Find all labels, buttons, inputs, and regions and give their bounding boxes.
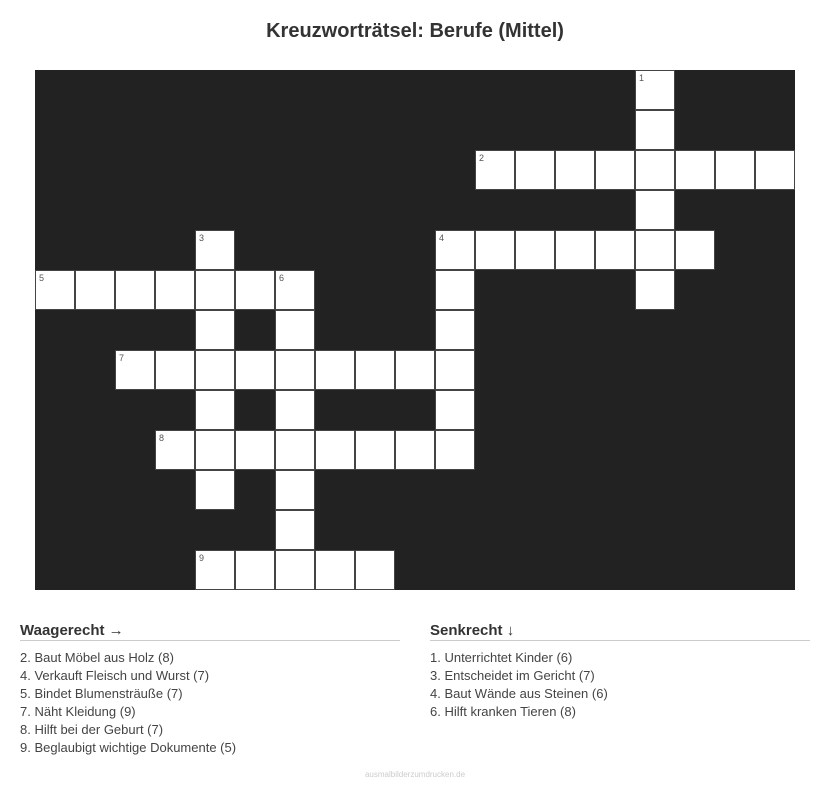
across-clue: 9. Beglaubigt wichtige Dokumente (5) <box>20 740 237 755</box>
grid-cell[interactable] <box>515 150 555 190</box>
grid-cell[interactable] <box>555 230 595 270</box>
grid-cell[interactable] <box>195 550 235 590</box>
across-clue: 2. Baut Möbel aus Holz (8) <box>20 650 174 665</box>
clue-number: 4 <box>439 233 445 243</box>
grid-cell[interactable] <box>435 230 475 270</box>
grid-cell[interactable] <box>315 350 355 390</box>
grid-cell[interactable] <box>475 230 515 270</box>
across-clue: 8. Hilft bei der Geburt (7) <box>20 722 164 737</box>
grid-cell[interactable] <box>555 150 595 190</box>
grid-cell[interactable] <box>675 230 715 270</box>
grid-cell[interactable] <box>195 470 235 510</box>
clue-number: 3 <box>199 233 205 243</box>
grid-cell[interactable] <box>275 390 315 430</box>
grid-cell[interactable] <box>235 270 275 310</box>
grid-cell[interactable] <box>115 350 155 390</box>
grid-cell[interactable] <box>635 150 675 190</box>
clue-number: 9 <box>199 553 205 563</box>
down-clue: 1. Unterrichtet Kinder (6) <box>430 650 573 665</box>
grid-cell[interactable] <box>275 270 315 310</box>
grid-cell[interactable] <box>395 430 435 470</box>
grid-cell[interactable] <box>155 270 195 310</box>
grid-cell[interactable] <box>195 390 235 430</box>
grid-cell[interactable] <box>275 350 315 390</box>
clue-number: 2 <box>479 153 485 163</box>
clue-number: 7 <box>119 353 125 363</box>
grid-cell[interactable] <box>195 350 235 390</box>
down-clue-list <box>430 649 810 721</box>
across-heading: Waagerecht → <box>20 622 400 641</box>
across-clue-list <box>20 649 400 757</box>
grid-cell[interactable] <box>355 550 395 590</box>
grid-cell[interactable] <box>435 390 475 430</box>
grid-cell[interactable] <box>635 230 675 270</box>
grid-cell[interactable] <box>275 550 315 590</box>
across-clue: 4. Verkauft Fleisch und Wurst (7) <box>20 668 210 683</box>
grid-cell[interactable] <box>635 70 675 110</box>
grid-cell[interactable] <box>275 470 315 510</box>
grid-cell[interactable] <box>395 350 435 390</box>
grid-cell[interactable] <box>155 430 195 470</box>
grid-cell[interactable] <box>195 270 235 310</box>
grid-cell[interactable] <box>435 430 475 470</box>
grid-cell[interactable] <box>635 270 675 310</box>
grid-cell[interactable] <box>195 430 235 470</box>
down-clues-panel <box>430 622 810 721</box>
grid-cell[interactable] <box>475 150 515 190</box>
grid-cell[interactable] <box>675 150 715 190</box>
grid-cell[interactable] <box>235 350 275 390</box>
down-heading: Senkrecht ↓ <box>430 622 810 641</box>
grid-cell[interactable] <box>595 150 635 190</box>
grid-cell[interactable] <box>35 270 75 310</box>
grid-cell[interactable] <box>195 310 235 350</box>
grid-cell[interactable] <box>435 270 475 310</box>
page-title: Kreuzworträtsel: Berufe (Mittel) <box>266 20 564 42</box>
grid-cell[interactable] <box>195 230 235 270</box>
clue-number: 8 <box>159 433 165 443</box>
grid-cell[interactable] <box>435 310 475 350</box>
grid-cell[interactable] <box>235 430 275 470</box>
grid-cell[interactable] <box>315 430 355 470</box>
grid-cell[interactable] <box>635 110 675 150</box>
across-clue: 7. Näht Kleidung (9) <box>20 704 136 719</box>
grid-cell[interactable] <box>595 230 635 270</box>
grid-cell[interactable] <box>355 350 395 390</box>
down-clue: 4. Baut Wände aus Steinen (6) <box>430 686 608 701</box>
grid-cell[interactable] <box>115 270 155 310</box>
grid-cell[interactable] <box>75 270 115 310</box>
down-clue: 3. Entscheidet im Gericht (7) <box>430 668 595 683</box>
across-clue: 5. Bindet Blumensträuße (7) <box>20 686 183 701</box>
grid-cell[interactable] <box>315 550 355 590</box>
grid-cell[interactable] <box>235 550 275 590</box>
clue-number: 1 <box>639 73 645 83</box>
clue-number: 6 <box>279 273 285 283</box>
grid-cell[interactable] <box>755 150 795 190</box>
grid-cell[interactable] <box>435 350 475 390</box>
grid-cell[interactable] <box>275 430 315 470</box>
grid-cell[interactable] <box>155 350 195 390</box>
crossword-grid <box>35 70 795 590</box>
grid-cell[interactable] <box>275 510 315 550</box>
clue-number: 5 <box>39 273 45 283</box>
grid-cell[interactable] <box>275 310 315 350</box>
across-clues-panel <box>20 622 400 757</box>
grid-cell[interactable] <box>355 430 395 470</box>
grid-cell[interactable] <box>635 190 675 230</box>
grid-cell[interactable] <box>715 150 755 190</box>
grid-cell[interactable] <box>515 230 555 270</box>
footer-credit: ausmalbilderzumdrucken.de <box>364 770 466 779</box>
down-clue: 6. Hilft kranken Tieren (8) <box>430 704 576 719</box>
